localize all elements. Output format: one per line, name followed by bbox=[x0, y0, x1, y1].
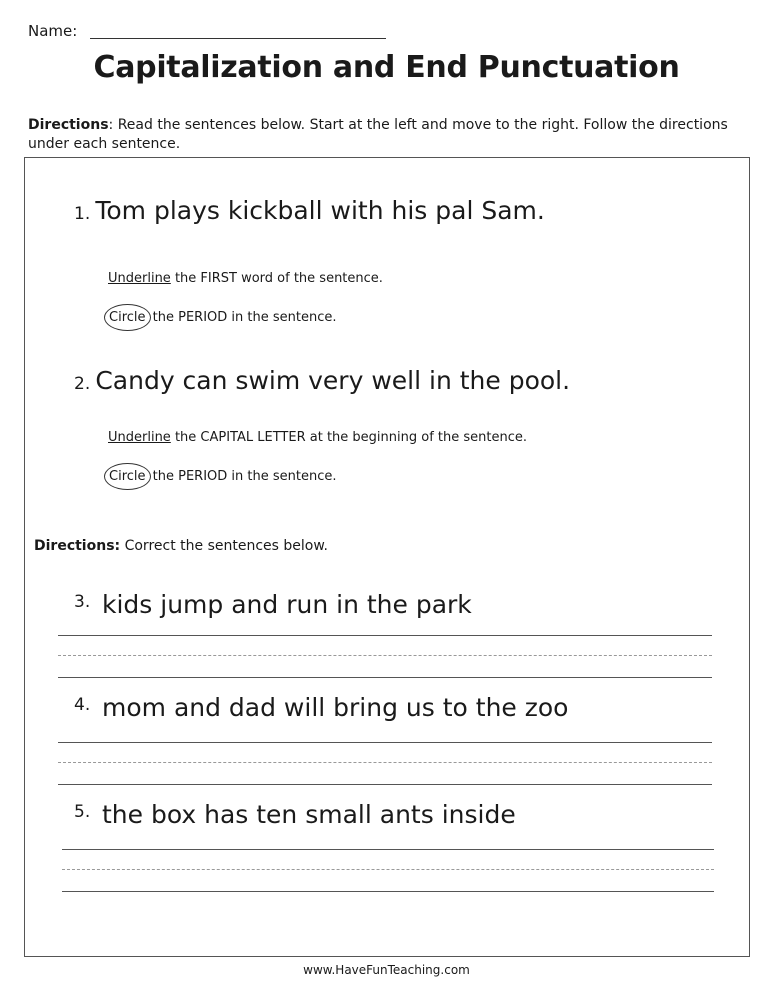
instruction-verb: Underline bbox=[108, 271, 171, 286]
question-2 bbox=[74, 366, 570, 395]
instruction-text: the PERIOD in the sentence. bbox=[148, 310, 337, 325]
writing-line-bottom[interactable] bbox=[58, 677, 712, 678]
question-5 bbox=[74, 800, 516, 829]
writing-line-bottom[interactable] bbox=[62, 891, 714, 892]
directions-text: : Read the sentences below. Start at the left and move to the right. Follow the directions under each sentence. bbox=[28, 117, 728, 152]
instruction-circle bbox=[108, 304, 336, 331]
writing-line-top[interactable] bbox=[58, 635, 712, 636]
directions-correct bbox=[34, 538, 328, 554]
writing-line-bottom[interactable] bbox=[58, 784, 712, 785]
instruction-circle bbox=[108, 463, 336, 490]
question-sentence: Tom plays kickball with his pal Sam. bbox=[95, 196, 545, 225]
question-sentence: Candy can swim very well in the pool. bbox=[95, 366, 571, 395]
question-number: 3. bbox=[74, 592, 91, 612]
writing-line-middle bbox=[62, 869, 714, 870]
question-number: 4. bbox=[74, 695, 91, 715]
directions-top bbox=[28, 116, 748, 154]
instruction-text: the CAPITAL LETTER at the beginning of the sentence. bbox=[170, 430, 527, 445]
name-label: Name: bbox=[28, 22, 78, 40]
page-title: Capitalization and End Punctuation bbox=[93, 50, 680, 85]
question-3 bbox=[74, 590, 472, 619]
question-sentence: mom and dad will bring us to the zoo bbox=[102, 693, 569, 722]
question-1 bbox=[74, 196, 545, 225]
instruction-verb: Circle bbox=[104, 304, 151, 331]
question-sentence: the box has ten small ants inside bbox=[102, 800, 516, 829]
directions-label: Directions: bbox=[34, 538, 121, 554]
writing-line-top[interactable] bbox=[58, 742, 712, 743]
writing-line-middle bbox=[58, 655, 712, 656]
instruction-underline bbox=[108, 271, 383, 286]
instruction-underline bbox=[108, 430, 527, 445]
directions-label: Directions bbox=[28, 117, 109, 133]
question-sentence: kids jump and run in the park bbox=[102, 590, 472, 619]
instruction-verb: Underline bbox=[108, 430, 171, 445]
writing-line-middle bbox=[58, 762, 712, 763]
question-number: 5. bbox=[74, 802, 91, 822]
directions-text: Correct the sentences below. bbox=[120, 538, 328, 554]
footer-url: www.HaveFunTeaching.com bbox=[303, 963, 470, 977]
instruction-text: the FIRST word of the sentence. bbox=[170, 271, 383, 286]
question-4 bbox=[74, 693, 568, 722]
writing-line-top[interactable] bbox=[62, 849, 714, 850]
question-number: 1. bbox=[74, 204, 91, 224]
name-line[interactable] bbox=[90, 38, 386, 39]
instruction-text: the PERIOD in the sentence. bbox=[148, 469, 337, 484]
instruction-verb: Circle bbox=[104, 463, 151, 490]
question-number: 2. bbox=[74, 374, 91, 394]
